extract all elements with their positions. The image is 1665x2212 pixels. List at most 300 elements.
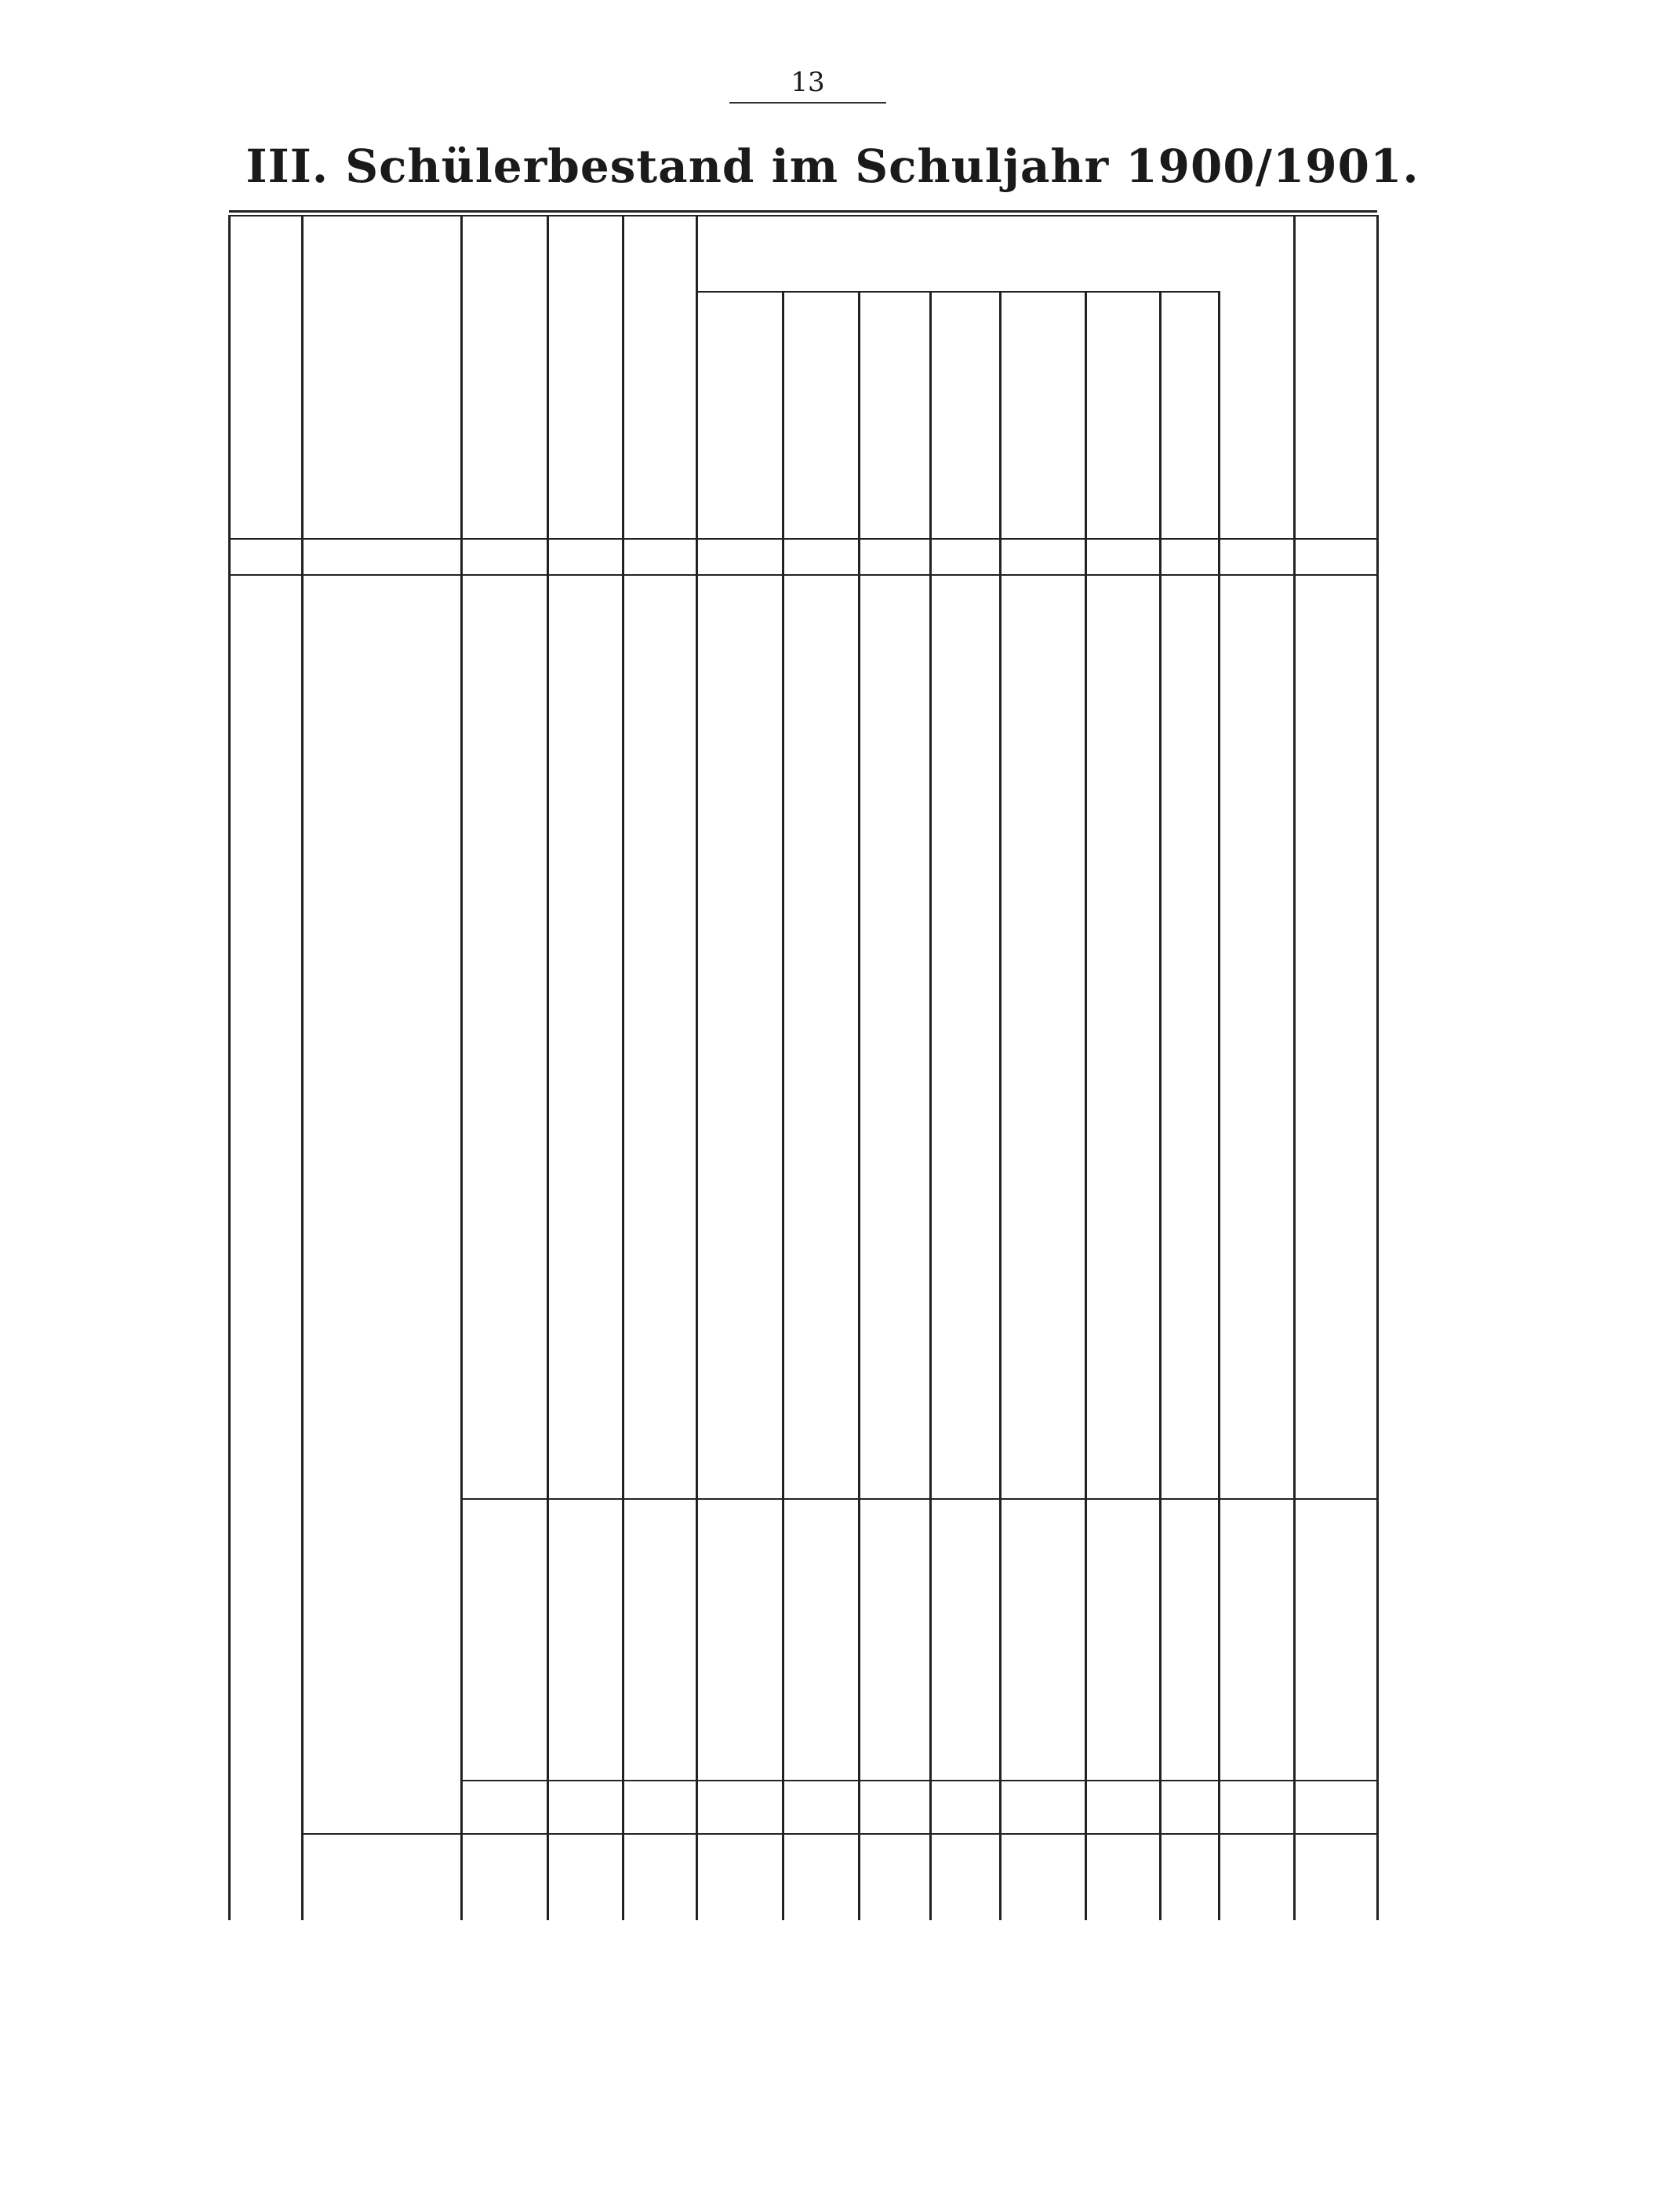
table-cell [930, 1686, 1000, 1732]
column-number [1294, 538, 1377, 574]
table-cell [1294, 1595, 1377, 1641]
table-cell [623, 1040, 696, 1086]
total-cell [930, 1781, 1000, 1827]
table-cell [696, 1177, 783, 1222]
table-cell [783, 675, 859, 720]
table-cell [1000, 629, 1085, 675]
table-cell [783, 1131, 859, 1177]
table-cell [1160, 948, 1219, 994]
group-rule [696, 291, 1219, 293]
table-cell [696, 995, 783, 1040]
total-cell [696, 1500, 783, 1545]
table-cell [1000, 903, 1085, 948]
table-cell [783, 857, 859, 903]
table-cell [1294, 1686, 1377, 1732]
table-cell [461, 1131, 547, 1177]
table-cell [1294, 766, 1377, 812]
column-number [1000, 538, 1085, 574]
table-cell [229, 948, 302, 994]
table-cell [1160, 629, 1219, 675]
table-cell [302, 720, 461, 766]
table-cell [461, 766, 547, 812]
total-cell [1160, 1781, 1219, 1827]
table-cell [1219, 1359, 1294, 1405]
table-cell [930, 675, 1000, 720]
table-cell [1160, 1359, 1219, 1405]
table-cell [859, 1686, 930, 1732]
table-cell [1219, 1040, 1294, 1086]
table-cell [696, 1686, 783, 1732]
table-cell [461, 1641, 547, 1686]
table-cell [461, 812, 547, 857]
table-cell [696, 857, 783, 903]
table-cell [859, 1268, 930, 1314]
total-cell [547, 1500, 623, 1545]
table-cell [1085, 1451, 1160, 1497]
grand-total-cell [1085, 1839, 1160, 1885]
table-cell [783, 720, 859, 766]
table-cell [859, 1177, 930, 1222]
table-cell [1294, 1359, 1377, 1405]
table-cell [859, 675, 930, 720]
table-cell [1000, 1595, 1085, 1641]
table-cell [696, 948, 783, 994]
table-cell [1000, 1086, 1085, 1131]
table-cell [696, 766, 783, 812]
table-cell [229, 995, 302, 1040]
column-number [696, 538, 783, 574]
total-cell [783, 1500, 859, 1545]
table-cell [859, 857, 930, 903]
table-cell [783, 1177, 859, 1222]
table-cell [1294, 812, 1377, 857]
table-cell [1000, 1314, 1085, 1359]
table-cell [1160, 720, 1219, 766]
table-cell [1219, 1131, 1294, 1177]
table-cell [783, 948, 859, 994]
table-cell [696, 1451, 783, 1497]
table-cell [859, 903, 930, 948]
table-cell [547, 675, 623, 720]
grand-total-cell [930, 1839, 1000, 1885]
table-cell [930, 1086, 1000, 1131]
table-cell [783, 1086, 859, 1131]
table-cell [623, 857, 696, 903]
column-number [302, 538, 461, 574]
table-cell [1219, 1686, 1294, 1732]
table-cell [1085, 1223, 1160, 1268]
table-cell [696, 812, 783, 857]
section-heading [229, 1548, 1377, 1595]
table-cell [547, 1268, 623, 1314]
total-cell [930, 1500, 1000, 1545]
table-cell [1294, 903, 1377, 948]
table-cell [461, 1223, 547, 1268]
table-cell [302, 675, 461, 720]
table-cell [696, 903, 783, 948]
table-cell [1294, 629, 1377, 675]
table-cell [1294, 1131, 1377, 1177]
table-cell [930, 766, 1000, 812]
student-table [229, 210, 1377, 1934]
table-cell [461, 1177, 547, 1222]
table-cell [1160, 1177, 1219, 1222]
table-cell [461, 1040, 547, 1086]
table-cell [547, 1223, 623, 1268]
table-cell [1219, 1733, 1294, 1778]
table-cell [229, 903, 302, 948]
table-cell [696, 1359, 783, 1405]
table-cell [229, 1131, 302, 1177]
total-cell [696, 1781, 783, 1827]
column-header [232, 226, 299, 524]
table-cell [229, 1177, 302, 1222]
table-cell [302, 1733, 461, 1778]
table-cell [1085, 629, 1160, 675]
column-header [700, 298, 780, 524]
table-cell [1294, 1733, 1377, 1778]
table-cell [461, 720, 547, 766]
table-cell [1294, 1223, 1377, 1268]
table-cell [1000, 1177, 1085, 1222]
table-cell [1219, 1268, 1294, 1314]
column-header [626, 226, 693, 524]
table-cell [229, 675, 302, 720]
table-cell [1294, 995, 1377, 1040]
table-cell [783, 995, 859, 1040]
table-cell [696, 1223, 783, 1268]
total-cell [1160, 1500, 1219, 1545]
table-cell [859, 1451, 930, 1497]
table-cell [859, 720, 930, 766]
total-cell [623, 1500, 696, 1545]
table-cell [461, 903, 547, 948]
table-cell [1000, 1733, 1085, 1778]
total-cell [1294, 1500, 1377, 1545]
table-cell [229, 1268, 302, 1314]
table-cell [930, 1733, 1000, 1778]
table-cell [1000, 766, 1085, 812]
table-cell [302, 812, 461, 857]
table-cell [229, 1451, 302, 1497]
table-cell [1294, 948, 1377, 994]
table-cell [1000, 720, 1085, 766]
table-cell [1085, 948, 1160, 994]
table-cell [859, 1086, 930, 1131]
table-cell [547, 1405, 623, 1450]
table-cell [461, 1405, 547, 1450]
table-cell [1160, 1131, 1219, 1177]
table-cell [623, 1086, 696, 1131]
table-cell [1160, 812, 1219, 857]
table-cell [1000, 675, 1085, 720]
grand-total-cell [1000, 1839, 1085, 1885]
table-cell [1085, 1268, 1160, 1314]
table-cell [547, 857, 623, 903]
table-cell [547, 629, 623, 675]
table-cell [696, 1595, 783, 1641]
table-cell [859, 948, 930, 994]
column-header [1297, 226, 1374, 524]
table-cell [1160, 675, 1219, 720]
column-number [930, 538, 1000, 574]
table-cell [1160, 1451, 1219, 1497]
table-cell [1294, 1268, 1377, 1314]
total-cell [1085, 1500, 1160, 1545]
column-header [1222, 226, 1291, 524]
total-cell [1000, 1500, 1085, 1545]
table-cell [783, 1595, 859, 1641]
table-cell [1085, 1405, 1160, 1450]
table-cell [1294, 675, 1377, 720]
table-cell [1085, 720, 1160, 766]
table-cell [783, 1641, 859, 1686]
table-cell [1085, 1686, 1160, 1732]
page-number: 13 [791, 67, 825, 98]
table-cell [229, 766, 302, 812]
table-cell [547, 720, 623, 766]
table-cell [783, 903, 859, 948]
table-cell [783, 1451, 859, 1497]
table-cell [623, 766, 696, 812]
table-cell [783, 1314, 859, 1359]
table-cell [302, 1405, 461, 1450]
total-cell [1000, 1781, 1085, 1827]
table-cell [623, 1641, 696, 1686]
table-cell [229, 1641, 302, 1686]
table-cell [783, 1040, 859, 1086]
grand-total-cell [783, 1839, 859, 1885]
table-cell [859, 1595, 930, 1641]
table-cell [302, 1595, 461, 1641]
table-cell [1000, 1641, 1085, 1686]
table-cell [1160, 1268, 1219, 1314]
table-cell [1160, 766, 1219, 812]
table-cell [1294, 1040, 1377, 1086]
table-cell [302, 1268, 461, 1314]
table-cell [1000, 1131, 1085, 1177]
table-cell [859, 1040, 930, 1086]
table-cell [1085, 1595, 1160, 1641]
table-cell [623, 948, 696, 994]
table-cell [1219, 948, 1294, 994]
total-cell [1219, 1500, 1294, 1545]
table-cell [859, 1314, 930, 1359]
table-cell [302, 1359, 461, 1405]
table-cell [783, 1405, 859, 1450]
table-cell [696, 629, 783, 675]
table-cell [229, 1405, 302, 1450]
table-cell [623, 1359, 696, 1405]
table-cell [783, 1686, 859, 1732]
table-cell [1085, 812, 1160, 857]
table-cell [859, 1223, 930, 1268]
table-cell [547, 1131, 623, 1177]
table-cell [1160, 1733, 1219, 1778]
table-cell [1160, 1686, 1219, 1732]
table-cell [1085, 766, 1160, 812]
table-cell [859, 766, 930, 812]
table-cell [859, 1359, 930, 1405]
table-cell [1160, 1595, 1219, 1641]
grand-total-cell [302, 1839, 461, 1885]
table-cell [623, 1314, 696, 1359]
table-cell [1160, 1314, 1219, 1359]
table-cell [461, 857, 547, 903]
total-cell [461, 1781, 547, 1827]
table-cell [1085, 857, 1160, 903]
table-cell [1160, 1040, 1219, 1086]
table-cell [1160, 995, 1219, 1040]
table-cell [229, 1733, 302, 1778]
table-cell [623, 1595, 696, 1641]
grand-total-cell [547, 1839, 623, 1885]
table-cell [1219, 995, 1294, 1040]
table-cell [461, 948, 547, 994]
table-cell [1085, 1733, 1160, 1778]
table-cell [302, 629, 461, 675]
column-header [862, 298, 927, 524]
grand-total-cell [623, 1839, 696, 1885]
table-cell [1160, 1641, 1219, 1686]
table-cell [302, 1177, 461, 1222]
table-cell [1085, 1177, 1160, 1222]
table-cell [859, 1405, 930, 1450]
table-cell [302, 1086, 461, 1131]
table-cell [547, 1595, 623, 1641]
table-cell [1219, 766, 1294, 812]
total-cell [461, 1500, 547, 1545]
table-cell [783, 1359, 859, 1405]
table-cell [1160, 1086, 1219, 1131]
table-cell [229, 857, 302, 903]
table-cell [229, 1595, 302, 1641]
table-cell [930, 1223, 1000, 1268]
table-cell [1294, 720, 1377, 766]
table-cell [547, 1314, 623, 1359]
column-number [547, 538, 623, 574]
table-cell [623, 675, 696, 720]
table-cell [1294, 1177, 1377, 1222]
table-top-rule-2 [229, 215, 1377, 216]
table-cell [623, 629, 696, 675]
table-cell [1000, 1268, 1085, 1314]
table-cell [1160, 903, 1219, 948]
grand-total-cell [1160, 1839, 1219, 1885]
table-cell [623, 1177, 696, 1222]
table-cell [229, 1223, 302, 1268]
table-cell [930, 1268, 1000, 1314]
table-cell [1219, 1405, 1294, 1450]
table-cell [1000, 1451, 1085, 1497]
total-cell [859, 1781, 930, 1827]
table-cell [1219, 1641, 1294, 1686]
table-cell [1294, 1086, 1377, 1131]
page-title: III. Schülerbestand im Schuljahr 1900/1901. [245, 140, 1420, 193]
table-cell [783, 1733, 859, 1778]
table-cell [1000, 1359, 1085, 1405]
table-cell [229, 1359, 302, 1405]
table-cell [547, 948, 623, 994]
table-cell [229, 1686, 302, 1732]
table-cell [1085, 1040, 1160, 1086]
table-cell [229, 1040, 302, 1086]
table-cell [930, 1595, 1000, 1641]
table-cell [930, 1641, 1000, 1686]
table-cell [623, 812, 696, 857]
grand-total-cell [859, 1839, 930, 1885]
column-number [859, 538, 930, 574]
table-cell [859, 812, 930, 857]
table-cell [930, 903, 1000, 948]
table-cell [1219, 1223, 1294, 1268]
table-cell [783, 629, 859, 675]
table-cell [930, 948, 1000, 994]
grand-total-cell [1219, 1839, 1294, 1885]
table-cell [302, 1040, 461, 1086]
page-number-rule [729, 102, 886, 104]
colnum-bottom-rule [229, 574, 1377, 576]
column-number [783, 538, 859, 574]
table-cell [859, 1131, 930, 1177]
table-cell [930, 720, 1000, 766]
table-cell [696, 1086, 783, 1131]
table-cell [696, 1641, 783, 1686]
table-cell [302, 857, 461, 903]
table-cell [547, 1177, 623, 1222]
table-cell [1219, 812, 1294, 857]
table-cell [623, 1223, 696, 1268]
table-cell [930, 1405, 1000, 1450]
table-cell [623, 720, 696, 766]
table-cell [1219, 675, 1294, 720]
table-cell [1160, 1223, 1219, 1268]
table-cell [1294, 857, 1377, 903]
table-cell [547, 1641, 623, 1686]
column-number [1219, 538, 1294, 574]
column-header [1163, 298, 1216, 524]
table-cell [461, 1268, 547, 1314]
table-cell [1219, 1086, 1294, 1131]
table-cell [461, 1451, 547, 1497]
table-cell [930, 857, 1000, 903]
total-cell [623, 1781, 696, 1827]
table-cell [623, 995, 696, 1040]
table-cell [547, 812, 623, 857]
table-cell [930, 629, 1000, 675]
table-cell [696, 1405, 783, 1450]
table-cell [1085, 995, 1160, 1040]
column-number [1085, 538, 1160, 574]
total-cell [859, 1500, 930, 1545]
table-cell [1085, 1314, 1160, 1359]
table-top-rule [229, 210, 1377, 213]
table-cell [302, 766, 461, 812]
table-cell [547, 1086, 623, 1131]
table-cell [1160, 1405, 1219, 1450]
table-cell [930, 1359, 1000, 1405]
table-cell [302, 1451, 461, 1497]
table-cell [547, 995, 623, 1040]
section-heading [229, 582, 1377, 629]
table-cell [229, 720, 302, 766]
table-cell [1000, 1686, 1085, 1732]
table-cell [1294, 1314, 1377, 1359]
table-cell [783, 766, 859, 812]
table-cell [930, 1177, 1000, 1222]
table-cell [229, 812, 302, 857]
table-cell [859, 1733, 930, 1778]
